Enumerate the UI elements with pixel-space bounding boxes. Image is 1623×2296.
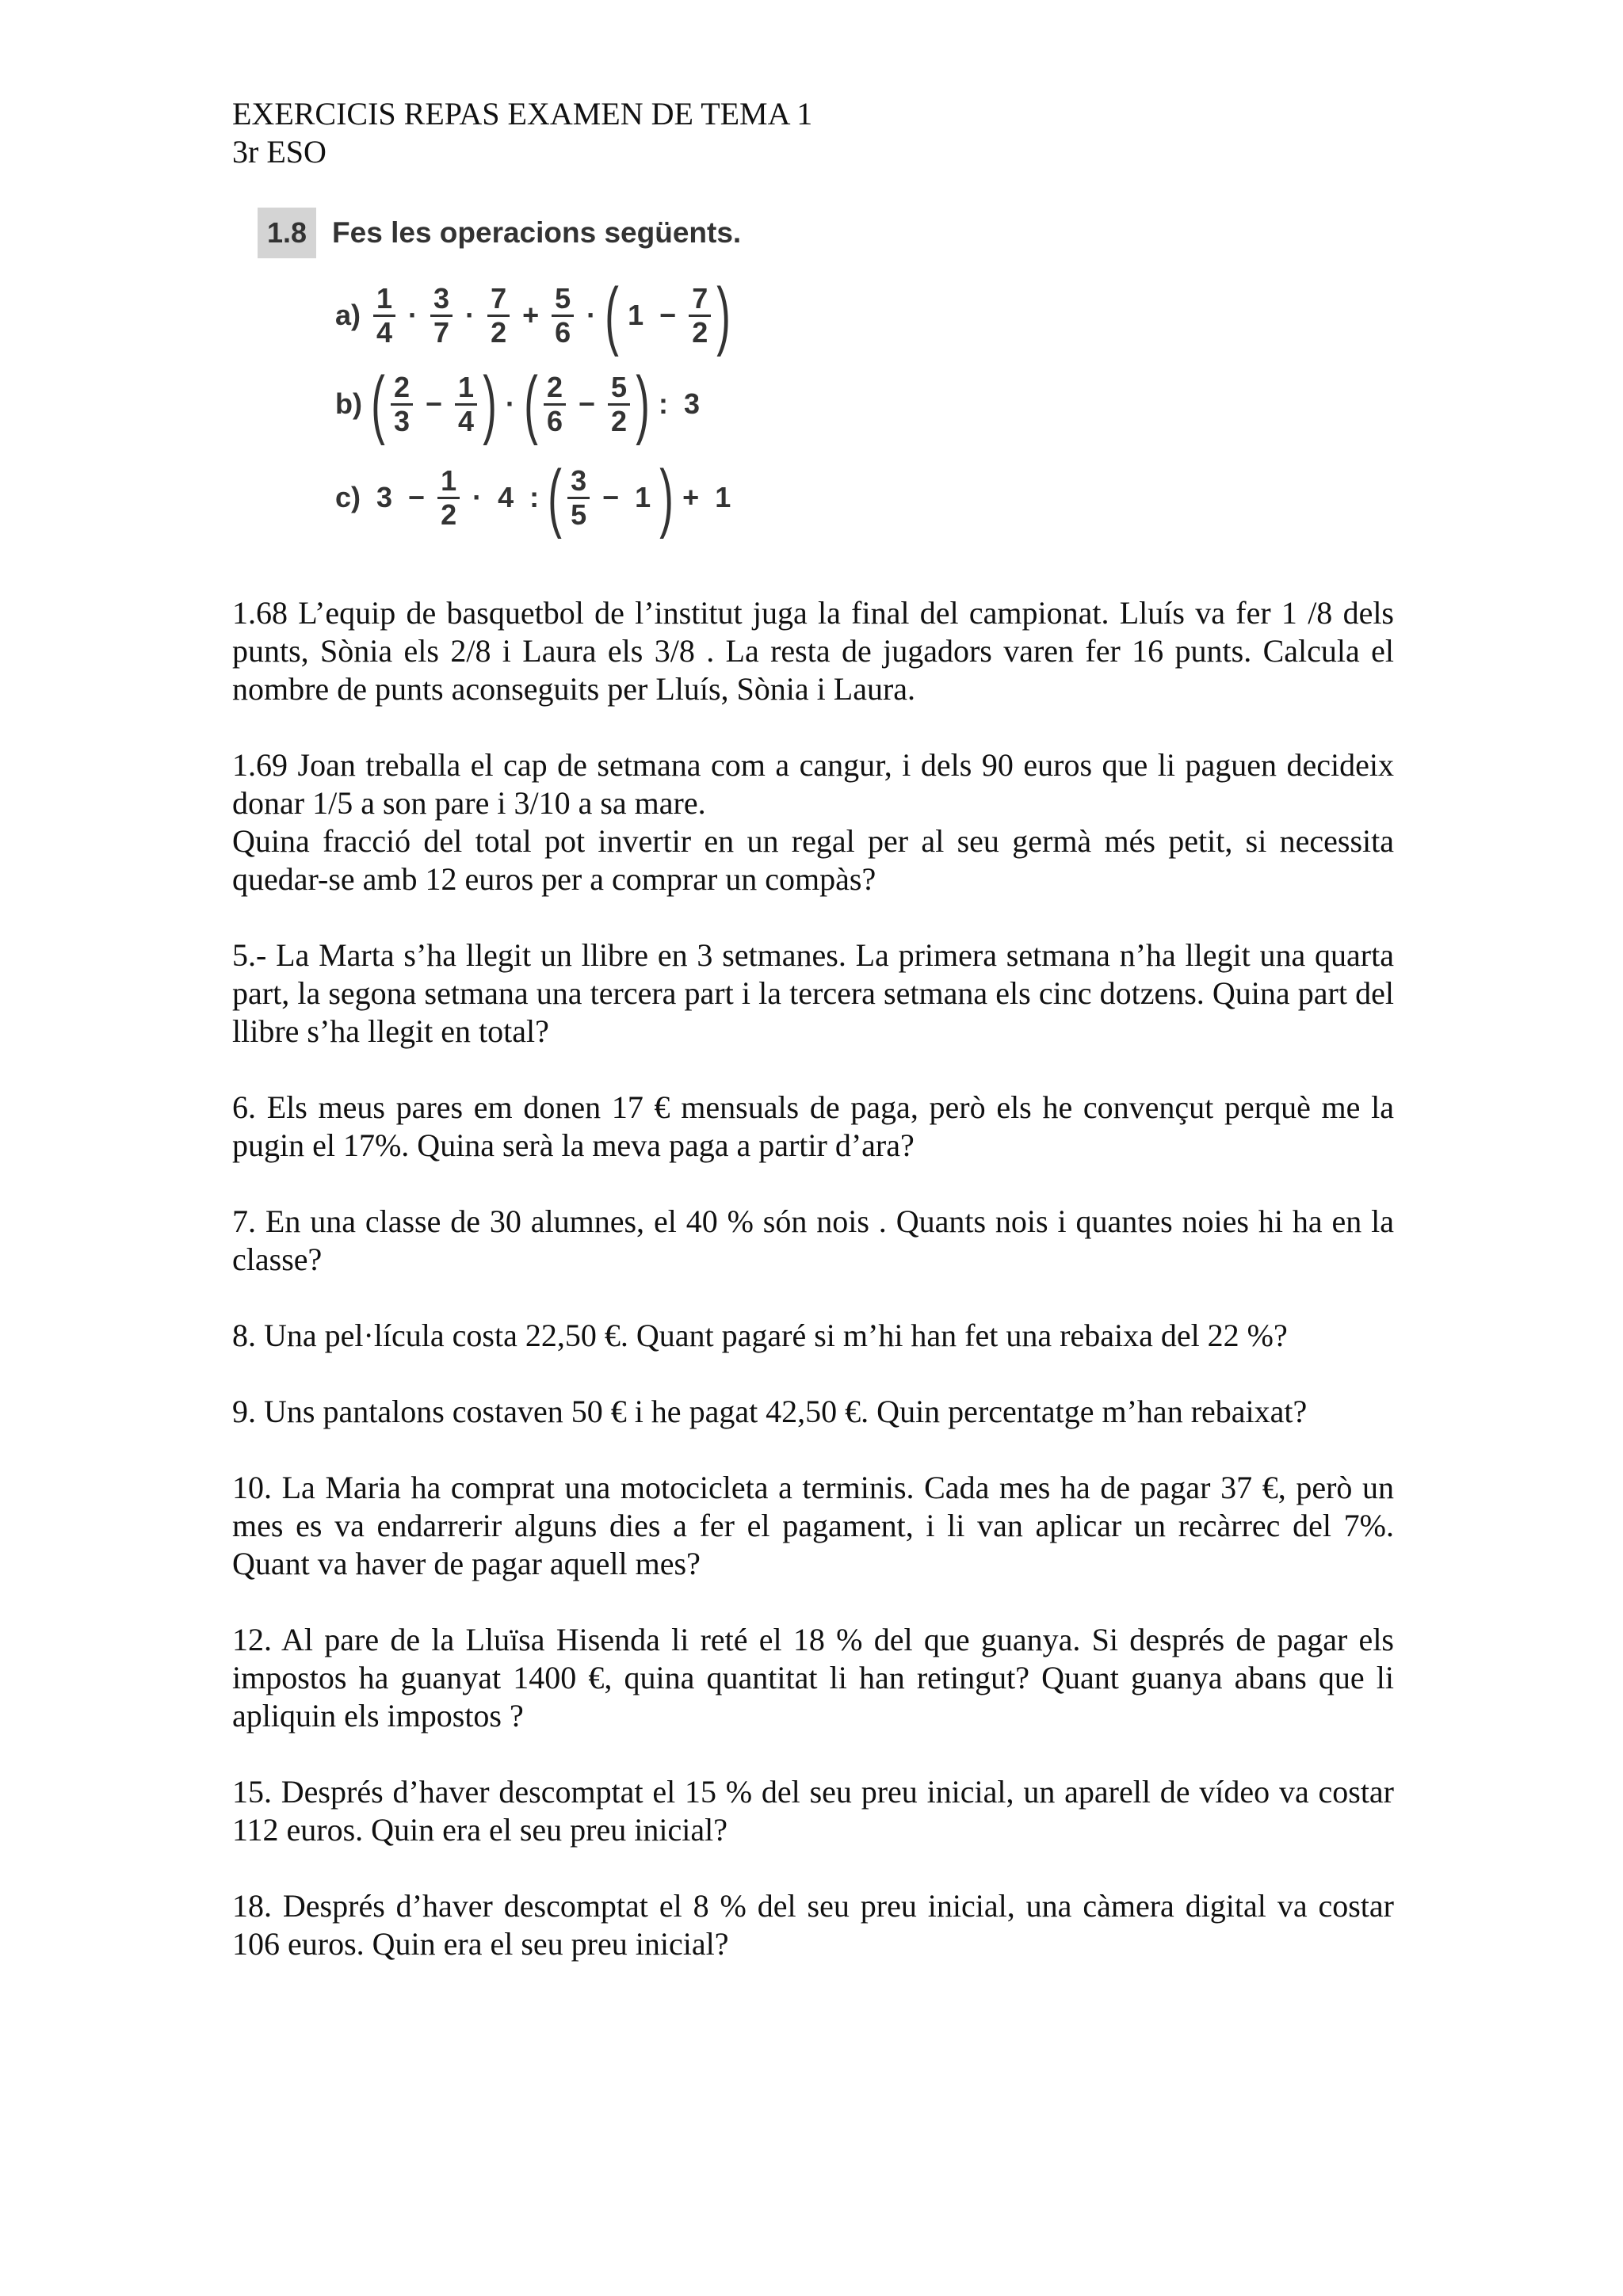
problem-text: 10. La Maria ha comprat una motocicleta a terminis. Cada mes ha de pagar 37 €, però un mes es va endarrerir alguns dies a fer el pagament, i li van aplicar un recàrrec del 7%. Quant va haver de pagar aquell mes? (232, 1470, 1394, 1581)
problem-9 (232, 1393, 1394, 1431)
problem-text: 12. Al pare de la Lluïsa Hisenda li reté el 18 % del que guanya. Si després de pagar els impostos ha guanyat 1400 €, quina quantitat li han retingut? Quant guanya abans que li apliquin els impostos ? (232, 1622, 1394, 1733)
problem-1-69 (232, 746, 1394, 898)
problem-15 (232, 1773, 1394, 1849)
fraction: $\frac{3}{7}$ (430, 283, 453, 349)
problem-12 (232, 1621, 1394, 1735)
fraction: $\frac{7}{2}$ (689, 283, 711, 349)
exercise-1-8 (258, 208, 828, 564)
problem-list (232, 594, 1394, 1963)
fraction: $\frac{2}{6}$ (544, 372, 566, 437)
expression-c: c) 3 − $\frac{1}{2}$ · 4 : ( $\frac{3}{5}$ − 1 ) + 1 (335, 455, 731, 540)
problem-8 (232, 1317, 1394, 1355)
expression-label: b) (335, 387, 362, 420)
fraction: $\frac{3}{5}$ (567, 465, 590, 531)
fraction: $\frac{5}{6}$ (552, 283, 574, 349)
fraction: $\frac{1}{4}$ (455, 372, 477, 437)
expression-b: b) ( $\frac{2}{3}$ − $\frac{1}{4}$ ) · ( $\frac{2}{6}$ − $\frac{5}{2}$ ) : 3 (335, 361, 701, 446)
problem-text: 5.- La Marta s’ha llegit un llibre en 3 setmanes. La primera setmana n’ha llegit una quarta part, la segona setmana una tercera part i la tercera setmana els cinc dotzens. Quina part del llibre s’ha llegit en total? (232, 937, 1394, 1049)
problem-18 (232, 1887, 1394, 1963)
fraction: $\frac{7}{2}$ (487, 283, 510, 349)
problem-7 (232, 1203, 1394, 1279)
fraction: $\frac{2}{3}$ (391, 372, 413, 437)
problem-text-question: Quina fracció del total pot invertir en un regal per al seu germà més petit, si necessita quedar-se amb 12 euros per a comprar un compàs? (232, 823, 1394, 897)
problem-text: 15. Després d’haver descomptat el 15 % del seu preu inicial, un aparell de vídeo va costar 112 euros. Quin era el seu preu inicial? (232, 1774, 1394, 1848)
problem-text: 9. Uns pantalons costaven 50 € i he pagat 42,50 €. Quin percentatge m’han rebaixat? (232, 1394, 1308, 1429)
problem-10 (232, 1469, 1394, 1583)
worksheet-title: EXERCICIS REPAS EXAMEN DE TEMA 1 (232, 96, 813, 132)
fraction: $\frac{1}{4}$ (373, 283, 395, 349)
problem-1-68 (232, 594, 1394, 708)
expression-a: a) $\frac{1}{4}$ · $\frac{3}{7}$ · $\frac{7}{2}$ + $\frac{5}{6}$ · ( 1 − $\frac{7}{2}$ ) (335, 273, 731, 357)
fraction: $\frac{5}{2}$ (608, 372, 630, 437)
problem-5 (232, 936, 1394, 1051)
problem-text: 8. Una pel·lícula costa 22,50 €. Quant pagaré si m’hi han fet una rebaixa del 22 %? (232, 1318, 1288, 1353)
exercise-title: Fes les operacions següents. (332, 216, 742, 249)
problem-text: 7. En una classe de 30 alumnes, el 40 % són nois . Quants nois i quantes noies hi ha en la classe? (232, 1203, 1394, 1277)
problem-text: 1.69 Joan treballa el cap de setmana com a cangur, i dels 90 euros que li paguen decideix donar 1/5 a son pare i 3/10 a sa mare. (232, 747, 1394, 821)
expression-label: c) (335, 481, 361, 513)
exercise-1-8-heading (258, 208, 741, 258)
fraction: $\frac{1}{2}$ (437, 465, 460, 531)
exercise-number-badge: 1.8 (258, 208, 316, 258)
worksheet-level: 3r ESO (232, 134, 327, 170)
expression-label: a) (335, 299, 361, 331)
problem-6 (232, 1089, 1394, 1165)
problem-text: 6. Els meus pares em donen 17 € mensuals de paga, però els he convençut perquè me la pugin el 17%. Quina serà la meva paga a partir d’ara? (232, 1089, 1394, 1163)
problem-text: 1.68 L’equip de basquetbol de l’institut juga la final del campionat. Lluís va fer 1 /8 dels punts, Sònia els 2/8 i Laura els 3/8 . La resta de jugadors varen fer 16 punts. Calcula el nombre de punts aconseguits per Lluís, Sònia i Laura. (232, 595, 1394, 707)
worksheet-header (232, 95, 812, 171)
problem-text: 18. Després d’haver descomptat el 8 % del seu preu inicial, una càmera digital va costar 106 euros. Quin era el seu preu inicial? (232, 1888, 1394, 1962)
